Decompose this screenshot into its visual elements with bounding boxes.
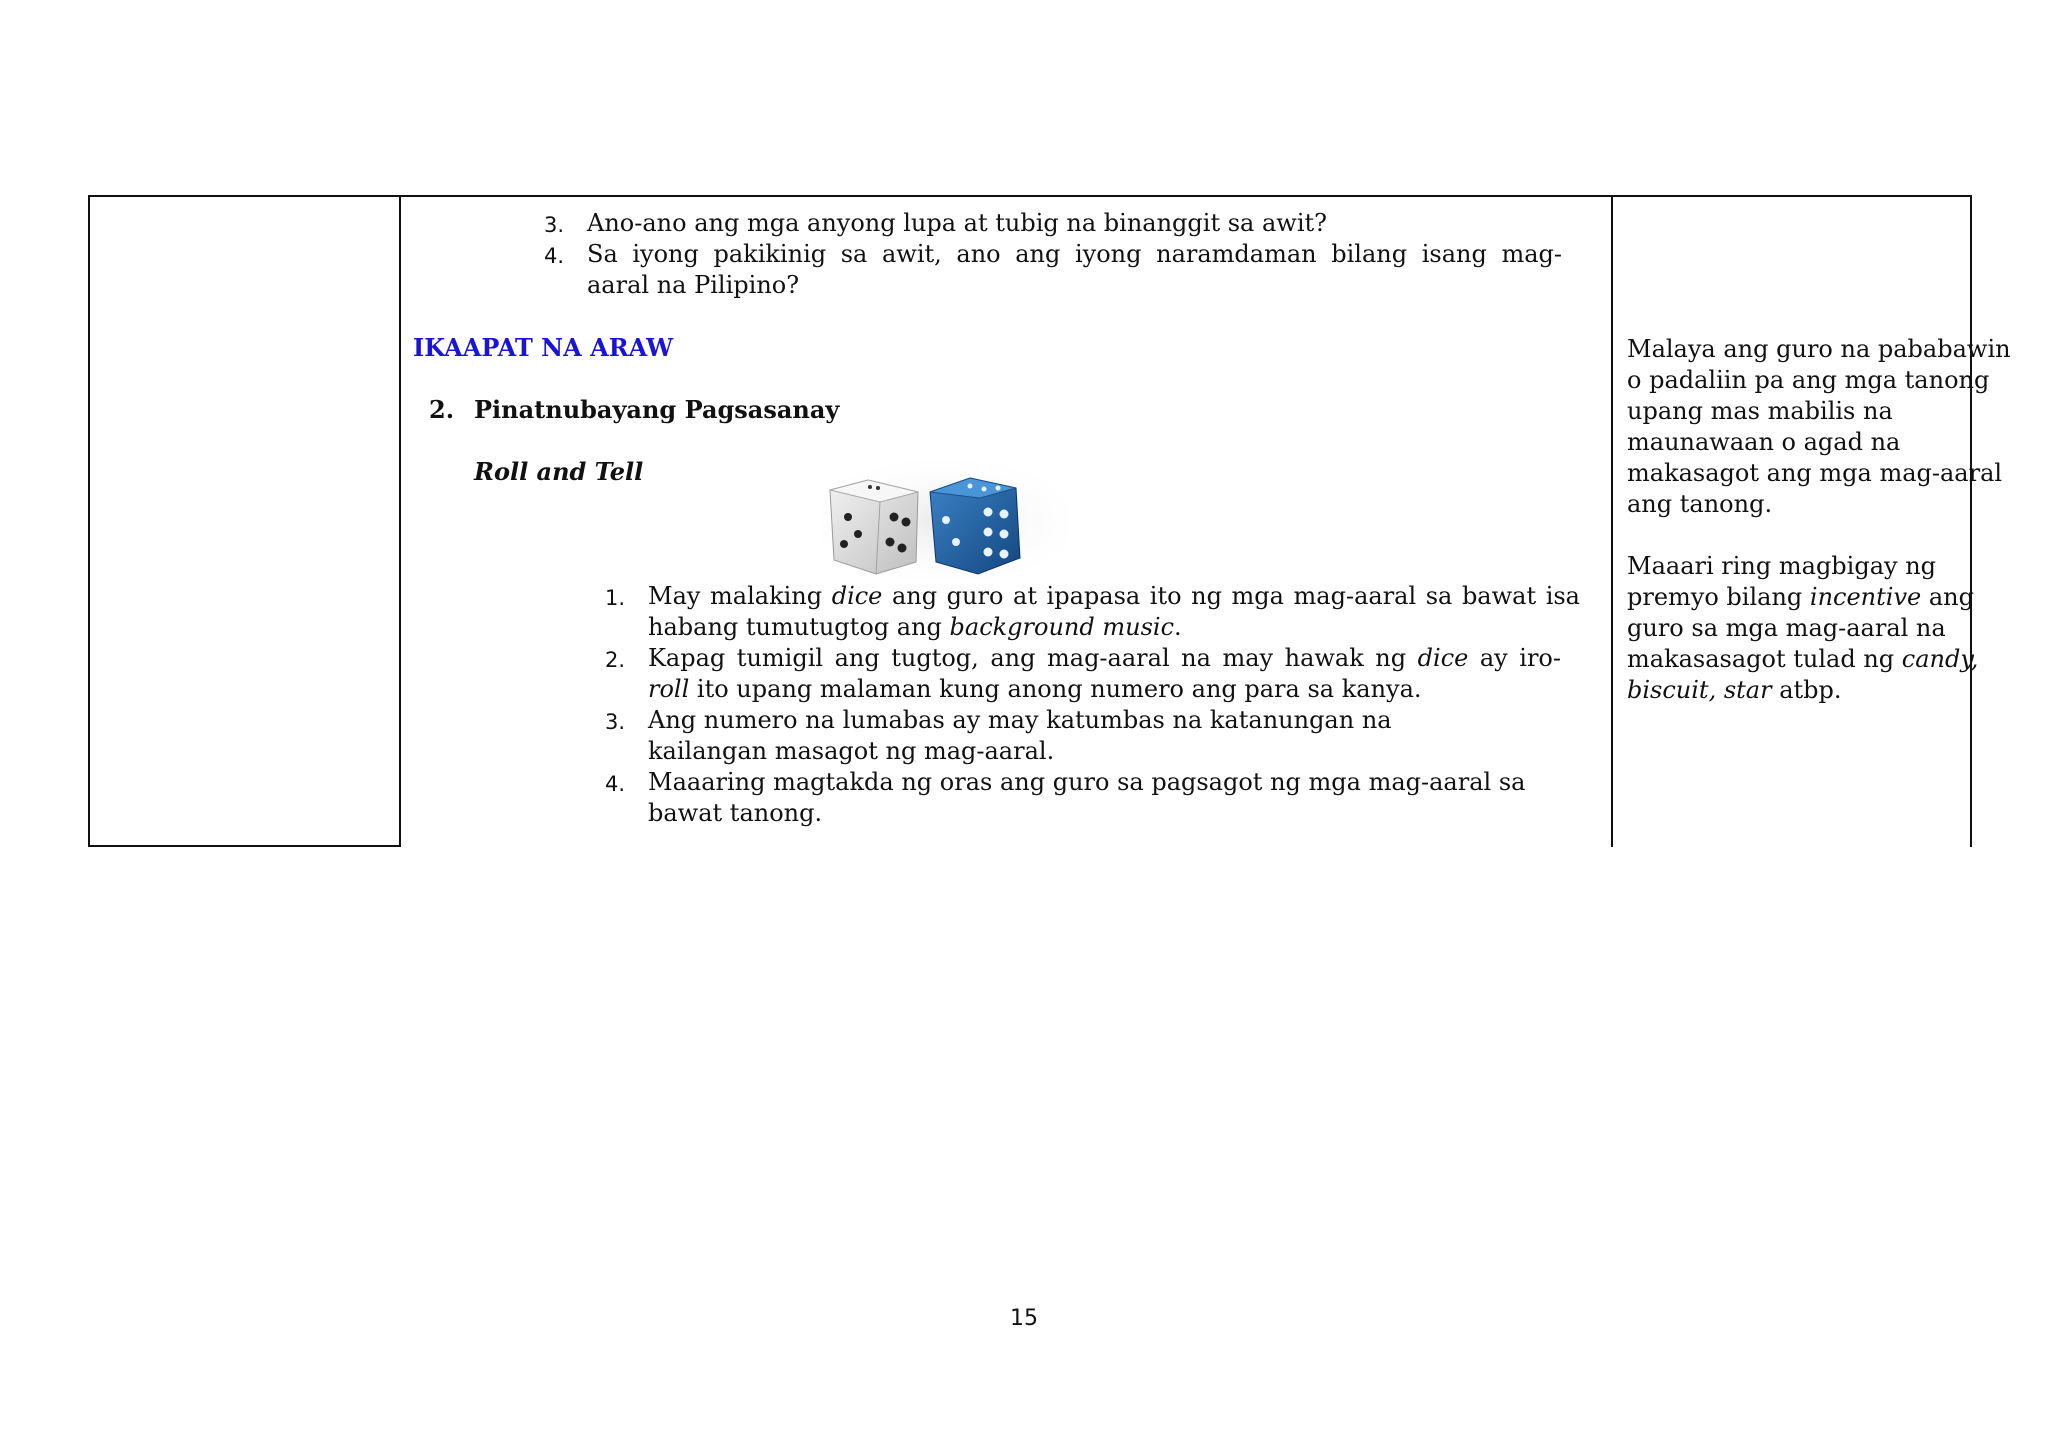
step-text-cont: kailangan masagot ng mag-aaral. — [648, 737, 1055, 765]
note-paragraph-2: Maaari ring magbigay ng premyo bilang incentive ang guro sa mga mag-aaral na makasasagot tulad ng candy, biscuit, star atbp. — [1627, 552, 1979, 704]
step-text-cont: bawat tanong. — [648, 799, 823, 827]
question-text-cont: aaral na Pilipino? — [587, 271, 800, 299]
table-cell-notes — [1611, 195, 2011, 847]
section-number: 2. — [429, 395, 455, 424]
step-number: 1. — [605, 586, 626, 610]
dice-icon — [820, 462, 1070, 580]
question-text: Ano-ano ang mga anyong lupa at tubig na binanggit sa awit? — [587, 209, 1328, 237]
table-cell-left — [88, 195, 401, 847]
day-heading: IKAAPAT NA ARAW — [413, 333, 674, 362]
section-title: Pinatnubayang Pagsasanay — [474, 395, 840, 424]
step-number: 2. — [605, 648, 626, 672]
note-paragraph-1: Malaya ang guro na pababawin o padaliin pa ang mga tanong upang mas mabilis na maunawaan o agad na makasagot ang mga mag-aaral ang tanong. — [1627, 335, 2011, 518]
step-text: May malaking dice ang guro at ipapasa ito ng mga mag-aaral sa bawat isa — [648, 582, 1580, 610]
question-text: Sa iyong pakikinig sa awit, ano ang iyong naramdaman bilang isang mag- — [587, 240, 1562, 268]
page-number: 15 — [1010, 1306, 1038, 1331]
step-text: Maaaring magtakda ng oras ang guro sa pagsagot ng mga mag-aaral sa — [648, 768, 1526, 796]
question-number: 4. — [544, 244, 565, 268]
step-number: 4. — [605, 772, 626, 796]
question-number: 3. — [544, 213, 565, 237]
step-text: Kapag tumigil ang tugtog, ang mag-aaral na may hawak ng dice ay iro- — [648, 644, 1561, 672]
step-text: Ang numero na lumabas ay may katumbas na katanungan na — [648, 706, 1392, 734]
activity-title: Roll and Tell — [474, 457, 644, 486]
step-text-cont: habang tumutugtog ang background music. — [648, 613, 1182, 641]
step-number: 3. — [605, 710, 626, 734]
dice-image — [820, 462, 1070, 580]
step-text-cont: roll ito upang malaman kung anong numero ang para sa kanya. — [648, 675, 1422, 703]
white-die — [830, 480, 918, 574]
blue-die — [930, 478, 1020, 574]
